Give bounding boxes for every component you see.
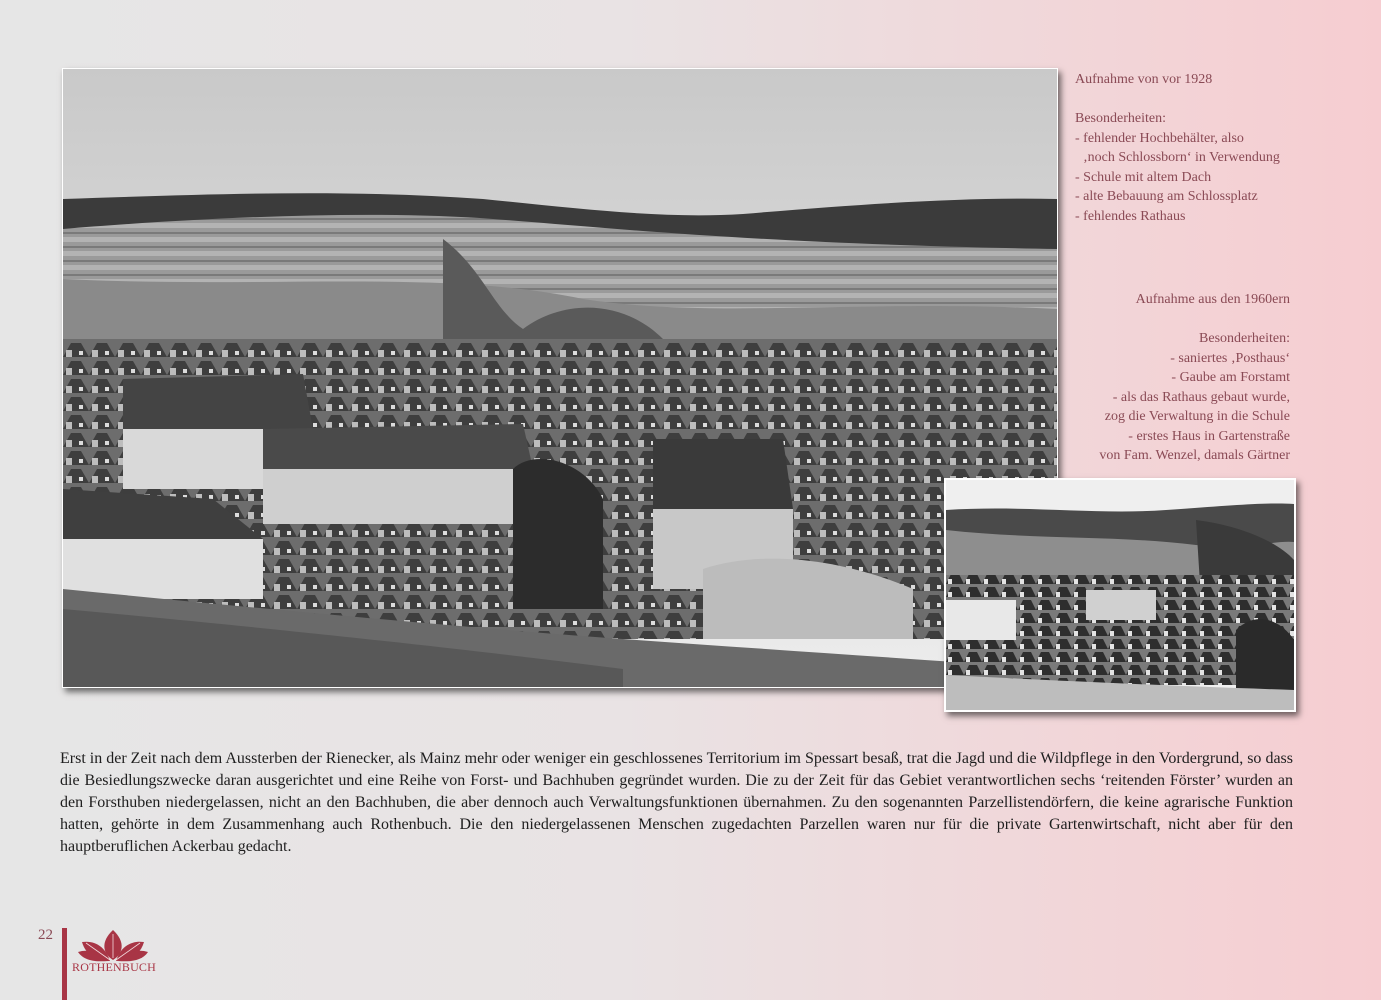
caption-1-item: ‚noch Schlossborn‘ in Verwendung	[1083, 150, 1280, 165]
caption-2-item: - als das Rathaus gebaut wurde,	[1112, 389, 1290, 405]
caption-2-title: Aufnahme aus den 1960ern	[1135, 292, 1290, 307]
photo-village-1960s	[944, 478, 1296, 712]
caption-photo-before-1928	[1075, 70, 1325, 226]
caption-2-item: - erstes Haus in Gartenstraße	[1128, 428, 1290, 444]
page-number: 22	[38, 927, 53, 943]
logo-text: ROTHENBUCH	[72, 960, 157, 974]
caption-2-heading: Besonderheiten:	[1199, 331, 1290, 346]
caption-2-item: zog die Verwaltung in die Schule	[1104, 409, 1290, 424]
body-paragraph: Erst in der Zeit nach dem Aussterben der Rienecker, als Mainz mehr oder weniger ein geschlossenes Territorium im Spessart besaß, trat die Jagd und die Wildpflege in den Vordergrund, so dass die Besiedlungszwecke daran ausgerichtet und eine Reihe von Forst- und Bachhuben gegründet wurden. Die zu der Zeit für das Gebiet verantwortlichen sechs ‘reitenden Förster’ wurden an den Forsthuben niedergelassen, nicht an den Bachhuben, die aber dennoch auch Verwaltungsfunktionen übernahmen. Zu den sogenannten Parzellistendörfern, die keine agrarische Funktion hatten, gehörte in dem Zusammenhang auch Rothenbuch. Die den niedergelassenen Menschen zugedachten Parzellen waren nur für die private Gartenwirtschaft, nicht aber für den hauptberuflichen Ackerbau gedacht.	[60, 750, 1293, 855]
caption-1-item: - fehlendes Rathaus	[1075, 208, 1186, 224]
caption-2-item: - Gaube am Forstamt	[1171, 370, 1290, 385]
caption-1-heading: Besonderheiten:	[1075, 111, 1166, 126]
caption-2-item: von Fam. Wenzel, damals Gärtner	[1099, 448, 1290, 463]
caption-photo-1960s	[1010, 290, 1290, 466]
footer-rule	[62, 928, 67, 1000]
caption-1-item: - alte Bebauung am Schlossplatz	[1075, 189, 1258, 204]
photo-village-before-1928-image	[63, 69, 1057, 687]
caption-2-item: - saniertes ‚Posthaus‘	[1170, 350, 1290, 366]
caption-1-item: - Schule mit altem Dach	[1075, 169, 1212, 185]
leaves-icon	[70, 928, 156, 962]
caption-1-title: Aufnahme von vor 1928	[1075, 72, 1213, 87]
body-text	[60, 748, 1293, 858]
caption-1-item: - fehlender Hochbehälter, also	[1075, 130, 1244, 146]
photo-village-before-1928	[62, 68, 1058, 688]
photo-village-1960s-image	[946, 480, 1294, 710]
